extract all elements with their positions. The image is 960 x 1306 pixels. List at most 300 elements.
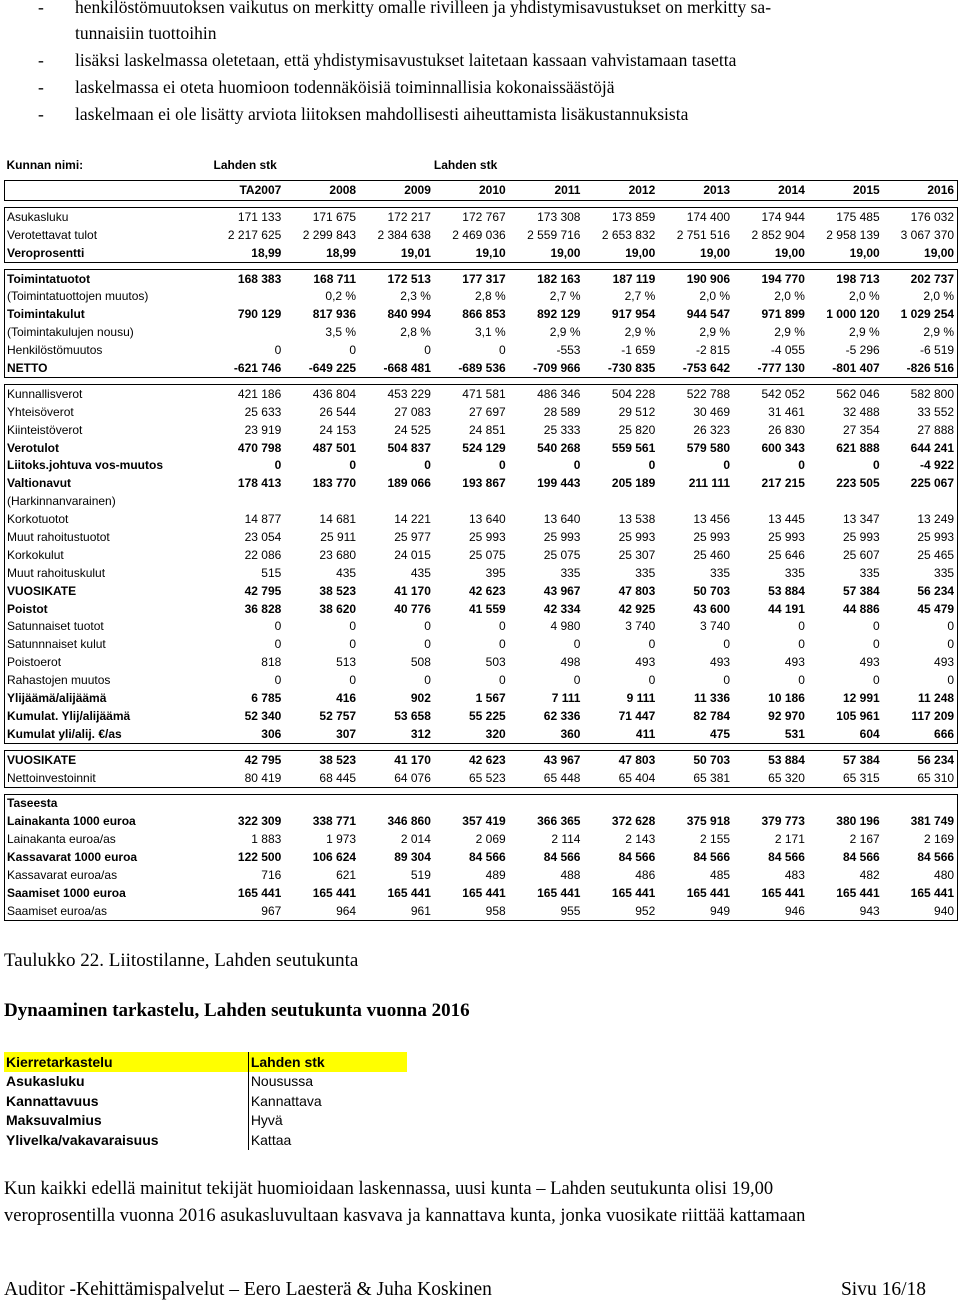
table-row bbox=[5, 359, 958, 377]
table-cell: 65 315 bbox=[808, 769, 883, 787]
table-cell: 483 bbox=[784, 868, 805, 882]
table-cell bbox=[359, 794, 434, 812]
table-cell: 515 bbox=[261, 565, 282, 580]
table-cell: 27 083 bbox=[394, 404, 431, 419]
table-spacer bbox=[5, 787, 958, 794]
table-row bbox=[5, 474, 958, 492]
table-cell: 435 bbox=[336, 565, 357, 580]
table-cell: 493 bbox=[784, 655, 805, 670]
bullet-text: henkilöstömuutoksen vaikutus on merkitty omalle rivilleen ja yhdistymisavustukset on merkitty sa- bbox=[75, 0, 772, 17]
table-cell: 22 086 bbox=[244, 547, 282, 562]
table-row bbox=[5, 617, 958, 635]
table-cell: 524 129 bbox=[462, 440, 506, 455]
table-cell: 84 566 bbox=[768, 850, 805, 865]
table-cell: 0 bbox=[274, 343, 282, 358]
table-cell bbox=[210, 287, 285, 305]
table-cell: 173 308 bbox=[509, 207, 584, 225]
municipality-name-1: Lahden stk bbox=[213, 157, 277, 172]
table-cell: 52 757 bbox=[319, 708, 357, 723]
table-cell: 57 384 bbox=[808, 750, 883, 768]
table-cell: 2,9 % bbox=[624, 325, 656, 340]
row-label: Korkotuotot bbox=[5, 510, 210, 528]
paragraph-line: Kun kaikki edellä mainitut tekijät huomioidaan laskennassa, uusi kunta – Lahden seutukunta olisi 19,00 bbox=[4, 1179, 774, 1199]
paragraph-line: veroprosentilla vuonna 2016 asukasluvultaan kasvava ja kannattava kunta, jonka vuosikate riittää kattamaan bbox=[4, 1206, 806, 1226]
table-cell: 1 029 254 bbox=[883, 305, 958, 323]
table-row bbox=[5, 689, 958, 707]
table-cell: 0 bbox=[883, 671, 958, 689]
table-cell: 80 419 bbox=[210, 769, 285, 787]
table-cell: 23 054 bbox=[244, 529, 282, 544]
table-cell: 13 538 bbox=[618, 512, 656, 527]
table-cell: 56 234 bbox=[883, 582, 958, 600]
row-label: Toimintatuotot bbox=[5, 269, 210, 287]
table-cell: 487 501 bbox=[312, 440, 357, 455]
table-cell: 38 523 bbox=[284, 750, 359, 768]
table-row bbox=[5, 902, 958, 920]
table-cell: 2 852 904 bbox=[751, 227, 805, 242]
table-cell: 25 607 bbox=[842, 547, 880, 562]
table-cell: 33 552 bbox=[883, 403, 958, 421]
table-cell: 165 441 bbox=[537, 885, 581, 900]
table-cell: 2,9 % bbox=[883, 323, 958, 341]
spiral-analysis-table bbox=[4, 1052, 407, 1150]
table-cell: 13 445 bbox=[768, 512, 805, 527]
table-cell: 24 525 bbox=[394, 422, 431, 437]
table-cell: 43 967 bbox=[509, 750, 584, 768]
table-cell: 45 479 bbox=[883, 600, 958, 618]
table-cell: 380 196 bbox=[836, 814, 880, 829]
table-cell: -1 659 bbox=[621, 343, 656, 358]
table-cell: 0,2 % bbox=[325, 289, 357, 304]
table-cell: 25 633 bbox=[244, 404, 282, 419]
table-cell: 540 268 bbox=[537, 440, 581, 455]
table-cell: 106 624 bbox=[312, 850, 357, 865]
table-cell: -4 922 bbox=[883, 456, 958, 474]
table-cell: 604 bbox=[808, 725, 883, 743]
table-cell: 31 461 bbox=[768, 404, 805, 419]
table-cell: 0 bbox=[648, 673, 656, 688]
table-cell: 866 853 bbox=[462, 307, 506, 322]
table-cell: 360 bbox=[509, 725, 584, 743]
table-cell: 52 340 bbox=[244, 708, 282, 723]
table-cell: 4 980 bbox=[550, 619, 581, 634]
table-cell: 25 993 bbox=[543, 529, 581, 544]
row-label: Satunnnaiset kulut bbox=[5, 635, 210, 653]
table-cell: 38 523 bbox=[319, 583, 357, 598]
table-cell: 3 067 370 bbox=[883, 226, 958, 244]
table-cell: 307 bbox=[284, 725, 359, 743]
year-header: 2013 bbox=[658, 180, 733, 200]
footer-authors: Auditor -Kehittämispalvelut – Eero Laesterä & Juha Koskinen bbox=[4, 1279, 492, 1300]
table-cell: 13 347 bbox=[842, 512, 880, 527]
table-cell: -709 966 bbox=[509, 359, 584, 377]
table-cell: 41 170 bbox=[394, 583, 431, 598]
table-cell: 198 713 bbox=[808, 269, 883, 287]
table-cell: 0 bbox=[349, 343, 357, 358]
row-label: Kassavarat euroa/as bbox=[5, 866, 210, 884]
table-cell: 24 015 bbox=[394, 547, 431, 562]
table-cell: 955 bbox=[509, 902, 584, 920]
table-cell: 600 343 bbox=[761, 440, 805, 455]
table-cell: 177 317 bbox=[434, 269, 509, 287]
table-cell: 2 751 516 bbox=[676, 227, 731, 242]
table-cell: 493 bbox=[859, 655, 880, 670]
table-row bbox=[5, 582, 958, 600]
table-cell: -5 296 bbox=[845, 343, 880, 358]
table-cell: 0 bbox=[798, 619, 805, 634]
table-cell: 13 640 bbox=[468, 512, 506, 527]
table-cell: 168 383 bbox=[210, 269, 285, 287]
table-cell: 2 469 036 bbox=[452, 227, 506, 242]
table-cell: 1 973 bbox=[326, 832, 357, 847]
row-label: (Harkinnanvarainen) bbox=[5, 492, 210, 510]
table-cell: 320 bbox=[434, 725, 509, 743]
table-cell: 165 441 bbox=[761, 885, 805, 900]
table-cell: 64 076 bbox=[359, 769, 434, 787]
table-cell: 202 737 bbox=[883, 269, 958, 287]
bullet-text: lisäksi laskelmassa oletetaan, että yhdistymisavustukset laitetaan kassaan vahvistamaan tasetta bbox=[75, 50, 737, 70]
table-cell: 42 925 bbox=[618, 601, 656, 616]
table-cell: 485 bbox=[710, 868, 731, 882]
table-cell: 357 419 bbox=[462, 814, 506, 829]
table-cell: 395 bbox=[485, 565, 506, 580]
row-label: NETTO bbox=[5, 359, 210, 377]
table-cell: 0 bbox=[424, 637, 431, 652]
row-label: Poistoerot bbox=[5, 653, 210, 671]
table-spacer bbox=[5, 262, 958, 269]
table-cell: 522 788 bbox=[658, 384, 733, 402]
table-cell bbox=[883, 794, 958, 812]
spiral-row bbox=[4, 1130, 407, 1150]
table-cell: 53 658 bbox=[394, 708, 431, 723]
bullet-dash: - bbox=[38, 0, 44, 17]
table-cell: 176 032 bbox=[883, 207, 958, 225]
table-cell: 470 798 bbox=[237, 440, 282, 455]
table-cell: 964 bbox=[284, 902, 359, 920]
table-cell: 14 681 bbox=[319, 512, 357, 527]
caption-number: Taulukko 22. bbox=[4, 950, 104, 971]
table-spacer bbox=[5, 200, 958, 207]
table-row bbox=[5, 492, 958, 510]
table-cell: 11 248 bbox=[883, 689, 958, 707]
table-cell: 42 623 bbox=[468, 583, 506, 598]
table-cell: 172 767 bbox=[434, 207, 509, 225]
bullet-text: tunnaisiin tuottoihin bbox=[75, 23, 217, 43]
table-spacer bbox=[5, 377, 958, 384]
table-cell: 183 770 bbox=[312, 476, 357, 491]
table-cell: 0 bbox=[349, 673, 357, 688]
table-cell: 513 bbox=[336, 655, 357, 670]
table-cell: 2 653 832 bbox=[601, 227, 656, 242]
table-cell: 42 795 bbox=[210, 750, 285, 768]
row-label: Muut rahoitustuotot bbox=[5, 528, 210, 546]
table-cell: 3,5 % bbox=[325, 325, 357, 340]
table-cell: 0 bbox=[349, 458, 357, 473]
table-cell: 190 906 bbox=[658, 269, 733, 287]
table-cell: 19,00 bbox=[883, 244, 958, 262]
table-cell: 508 bbox=[410, 655, 431, 670]
table-cell: 165 441 bbox=[387, 885, 431, 900]
table-cell bbox=[210, 794, 285, 812]
bullet-dash: - bbox=[38, 50, 44, 70]
table-cell: 1 567 bbox=[475, 690, 506, 705]
table-cell: 2 155 bbox=[700, 832, 731, 847]
table-cell bbox=[434, 794, 509, 812]
table-cell: -801 407 bbox=[808, 359, 883, 377]
table-cell: -777 130 bbox=[733, 359, 808, 377]
table-cell: 205 189 bbox=[611, 476, 656, 491]
table-cell: 189 066 bbox=[387, 476, 431, 491]
table-cell: 117 209 bbox=[883, 707, 958, 725]
table-cell: 57 384 bbox=[842, 583, 880, 598]
table-cell: 2 114 bbox=[551, 832, 581, 847]
table-cell bbox=[284, 492, 359, 510]
table-cell: 644 241 bbox=[883, 439, 958, 457]
table-cell: 2,9 % bbox=[774, 325, 805, 340]
table-cell: 44 191 bbox=[768, 601, 805, 616]
spiral-label: Ylivelka/vakavaraisuus bbox=[4, 1130, 248, 1150]
table-row bbox=[5, 600, 958, 618]
table-cell: 2 384 638 bbox=[377, 227, 431, 242]
table-cell: 0 bbox=[723, 637, 731, 652]
table-cell: 26 323 bbox=[693, 422, 731, 437]
table-cell: 312 bbox=[359, 725, 434, 743]
table-cell: -2 815 bbox=[696, 343, 731, 358]
table-cell: 504 228 bbox=[583, 384, 658, 402]
table-cell: 2 069 bbox=[475, 832, 506, 847]
year-header: 2009 bbox=[359, 180, 434, 200]
table-cell: 171 133 bbox=[210, 207, 285, 225]
row-label: Valtionavut bbox=[5, 474, 210, 492]
table-cell: 0 bbox=[798, 673, 805, 688]
row-label: Saamiset 1000 euroa bbox=[5, 884, 210, 902]
row-label: Liitoks.johtuva vos-muutos bbox=[5, 456, 210, 474]
table-cell: -649 225 bbox=[284, 359, 359, 377]
table-cell: 2 958 139 bbox=[826, 227, 880, 242]
table-cell: 89 304 bbox=[394, 850, 431, 865]
finance-table bbox=[4, 156, 958, 921]
table-row bbox=[5, 884, 958, 902]
caption-text: Liitostilanne, Lahden seutukunta bbox=[104, 950, 359, 971]
table-cell: 30 469 bbox=[693, 404, 731, 419]
table-cell: 223 505 bbox=[836, 476, 880, 491]
table-cell: 0 bbox=[424, 343, 431, 358]
table-cell: 840 994 bbox=[387, 307, 431, 322]
table-row bbox=[5, 750, 958, 768]
table-cell: 3 740 bbox=[700, 619, 731, 634]
table-cell: 489 bbox=[485, 868, 506, 882]
table-cell: 92 970 bbox=[768, 708, 805, 723]
table-cell: 3,1 % bbox=[475, 325, 506, 340]
table-cell: 2,9 % bbox=[699, 325, 731, 340]
table-cell: 19,01 bbox=[359, 244, 434, 262]
table-cell: 27 888 bbox=[883, 421, 958, 439]
table-cell: 32 488 bbox=[842, 404, 880, 419]
table-row bbox=[5, 244, 958, 262]
row-label: Verotulot bbox=[5, 439, 210, 457]
table-cell: 27 697 bbox=[468, 404, 506, 419]
table-cell: 0 bbox=[274, 619, 282, 634]
row-label: Taseesta bbox=[5, 794, 210, 812]
spiral-header-row bbox=[4, 1052, 407, 1072]
table-cell: 55 225 bbox=[468, 708, 506, 723]
spiral-row bbox=[4, 1111, 407, 1131]
table-cell: 13 456 bbox=[693, 512, 731, 527]
table-cell: 41 559 bbox=[468, 601, 506, 616]
table-cell: 173 859 bbox=[583, 207, 658, 225]
table-cell: 2,0 % bbox=[848, 289, 880, 304]
table-municipality-row bbox=[5, 156, 958, 174]
table-cell: 217 215 bbox=[761, 476, 805, 491]
row-label: Kumulat. Ylij/alijäämä bbox=[5, 707, 210, 725]
table-cell: 917 954 bbox=[611, 307, 656, 322]
table-cell: 25 646 bbox=[768, 547, 805, 562]
table-cell: 82 784 bbox=[693, 708, 731, 723]
section-heading: Dynaaminen tarkastelu, Lahden seutukunta vuonna 2016 bbox=[4, 1000, 470, 1021]
table-row bbox=[5, 403, 958, 421]
table-cell: 42 334 bbox=[543, 601, 581, 616]
table-row bbox=[5, 226, 958, 244]
table-row bbox=[5, 812, 958, 830]
table-cell: 2,9 % bbox=[848, 325, 880, 340]
table-cell: 41 170 bbox=[359, 750, 434, 768]
table-cell: 68 445 bbox=[284, 769, 359, 787]
table-row bbox=[5, 653, 958, 671]
table-cell: 0 bbox=[798, 458, 805, 473]
bullet-text: laskelmassa ei oteta huomioon todennäköisiä toiminnallisia kokonaissäästöjä bbox=[75, 77, 615, 97]
table-cell: 0 bbox=[573, 673, 581, 688]
spiral-label: Maksuvalmius bbox=[4, 1111, 248, 1131]
spiral-label: Kannattavuus bbox=[4, 1091, 248, 1111]
table-cell: 493 bbox=[883, 653, 958, 671]
table-cell: 372 628 bbox=[611, 814, 656, 829]
table-cell: 19,00 bbox=[733, 244, 808, 262]
table-cell: 0 bbox=[499, 637, 506, 652]
spiral-header-label: Kierretarkastelu bbox=[4, 1052, 248, 1072]
table-cell bbox=[658, 794, 733, 812]
table-cell: 559 561 bbox=[611, 440, 656, 455]
table-row bbox=[5, 439, 958, 457]
table-row bbox=[5, 287, 958, 305]
table-cell: 2,0 % bbox=[699, 289, 731, 304]
municipality-label: Kunnan nimi: bbox=[6, 157, 84, 172]
table-row bbox=[5, 866, 958, 884]
table-cell: 172 513 bbox=[359, 269, 434, 287]
table-cell: 18,99 bbox=[210, 244, 285, 262]
year-header: 2008 bbox=[284, 180, 359, 200]
table-cell: -4 055 bbox=[770, 343, 805, 358]
table-cell: 943 bbox=[808, 902, 883, 920]
table-cell: 24 851 bbox=[468, 422, 506, 437]
table-cell: 9 111 bbox=[626, 690, 656, 705]
table-cell: 335 bbox=[784, 565, 805, 580]
spiral-row bbox=[4, 1091, 407, 1111]
table-cell: 790 129 bbox=[237, 307, 282, 322]
table-cell: 199 443 bbox=[537, 476, 581, 491]
table-cell: 56 234 bbox=[883, 750, 958, 768]
year-header: 2010 bbox=[434, 180, 509, 200]
bullet-dash: - bbox=[38, 77, 44, 97]
table-cell: 24 153 bbox=[319, 422, 357, 437]
table-cell: 122 500 bbox=[237, 850, 282, 865]
table-cell: 0 bbox=[798, 637, 805, 652]
table-cell: 47 803 bbox=[618, 583, 656, 598]
table-cell: 892 129 bbox=[537, 307, 581, 322]
table-caption bbox=[4, 950, 358, 972]
table-cell: 18,99 bbox=[284, 244, 359, 262]
table-cell: 531 bbox=[733, 725, 808, 743]
table-cell: 475 bbox=[658, 725, 733, 743]
table-row bbox=[5, 635, 958, 653]
table-cell: 11 336 bbox=[694, 690, 731, 705]
spiral-header-value: Lahden stk bbox=[248, 1052, 407, 1072]
table-cell: 486 bbox=[635, 868, 656, 882]
table-cell: 940 bbox=[883, 902, 958, 920]
table-cell: -621 746 bbox=[210, 359, 285, 377]
table-cell bbox=[658, 492, 733, 510]
table-cell: 25 993 bbox=[693, 529, 731, 544]
table-cell: 3 740 bbox=[625, 619, 656, 634]
table-cell: 0 bbox=[723, 458, 731, 473]
table-cell: 322 309 bbox=[237, 814, 282, 829]
table-cell: 65 320 bbox=[733, 769, 808, 787]
table-cell: 65 381 bbox=[658, 769, 733, 787]
table-cell: 28 589 bbox=[543, 404, 581, 419]
table-cell bbox=[583, 492, 658, 510]
table-cell: 174 944 bbox=[733, 207, 808, 225]
year-header: 2012 bbox=[583, 180, 658, 200]
table-cell: 65 448 bbox=[509, 769, 584, 787]
table-cell: 967 bbox=[210, 902, 285, 920]
row-label: (Toimintatuottojen muutos) bbox=[5, 287, 210, 305]
table-cell: 36 828 bbox=[244, 601, 282, 616]
table-cell: 471 581 bbox=[434, 384, 509, 402]
table-cell: 2,0 % bbox=[774, 289, 805, 304]
table-cell: 666 bbox=[883, 725, 958, 743]
table-cell: 2 169 bbox=[883, 830, 958, 848]
spiral-row bbox=[4, 1072, 407, 1092]
table-cell: 480 bbox=[883, 866, 958, 884]
table-cell: 946 bbox=[733, 902, 808, 920]
table-cell: 25 993 bbox=[468, 529, 506, 544]
spiral-value: Kattaa bbox=[250, 1131, 292, 1148]
table-cell: 25 993 bbox=[842, 529, 880, 544]
table-cell: 50 703 bbox=[658, 750, 733, 768]
table-cell: 2 167 bbox=[849, 832, 880, 847]
table-row bbox=[5, 421, 958, 439]
table-row bbox=[5, 510, 958, 528]
table-cell: 716 bbox=[261, 868, 282, 882]
row-label: Saamiset euroa/as bbox=[5, 902, 210, 920]
table-row bbox=[5, 305, 958, 323]
table-cell: 435 bbox=[410, 565, 431, 580]
table-cell bbox=[509, 492, 584, 510]
table-cell: 1 883 bbox=[251, 832, 282, 847]
table-cell: -730 835 bbox=[583, 359, 658, 377]
table-cell: 53 884 bbox=[733, 750, 808, 768]
table-cell bbox=[808, 492, 883, 510]
table-cell bbox=[583, 794, 658, 812]
table-cell: 0 bbox=[499, 343, 506, 358]
conclusion-paragraph bbox=[4, 1176, 959, 1230]
table-cell: 902 bbox=[410, 690, 431, 705]
table-cell: 582 800 bbox=[883, 384, 958, 402]
table-cell: 0 bbox=[883, 617, 958, 635]
table-cell: 2,8 % bbox=[475, 289, 506, 304]
table-cell: 84 566 bbox=[842, 850, 880, 865]
municipality-name-2: Lahden stk bbox=[433, 157, 498, 172]
table-cell: 25 307 bbox=[618, 547, 656, 562]
